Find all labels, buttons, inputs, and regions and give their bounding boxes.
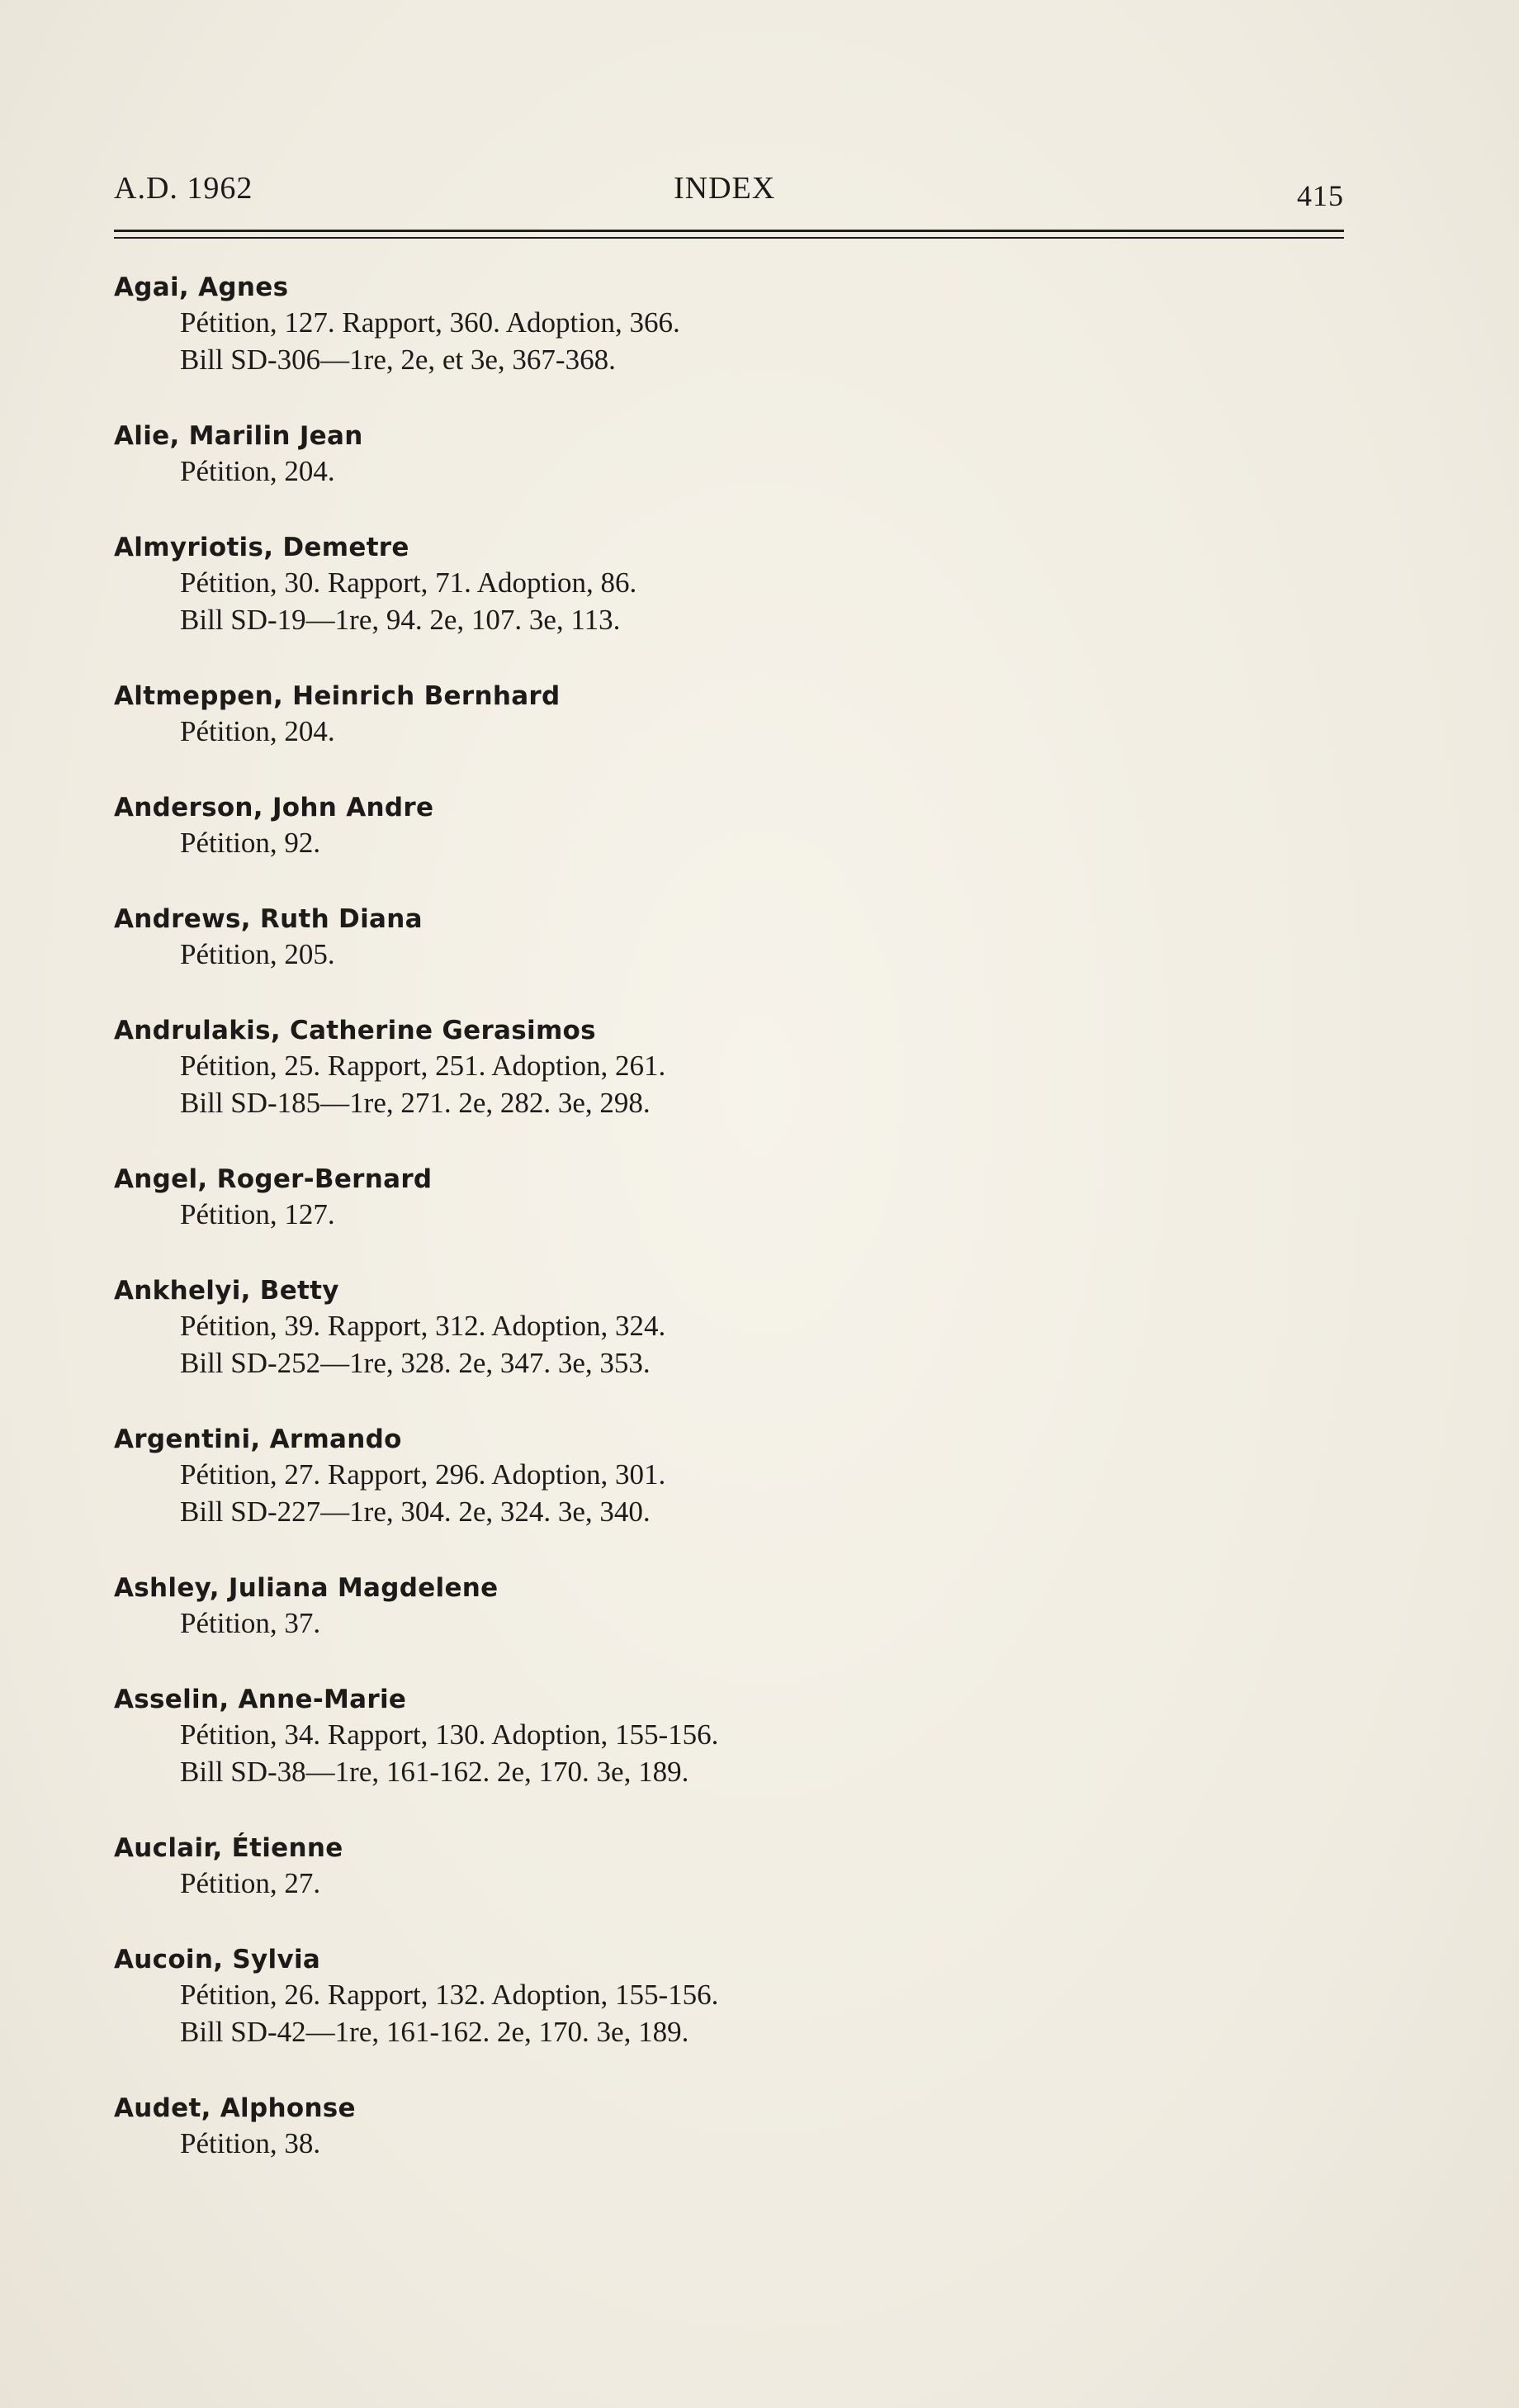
entry-line: Bill SD-306—1re, 2e, et 3e, 367-368. <box>180 344 616 376</box>
entry-name: Altmeppen, Heinrich Bernhard <box>114 681 561 711</box>
page-header <box>114 165 1344 215</box>
entry-line: Pétition, 37. <box>180 1607 321 1639</box>
index-entry <box>114 1014 1105 1163</box>
entry-name: Asselin, Anne-Marie <box>114 1685 407 1714</box>
index-entries <box>114 271 1105 2203</box>
entry-name: Ankhelyi, Betty <box>114 1276 339 1306</box>
entry-line: Bill SD-38—1re, 161-162. 2e, 170. 3e, 189. <box>180 1756 689 1788</box>
entry-name: Ashley, Juliana Magdelene <box>114 1573 499 1603</box>
entry-name: Andrulakis, Catherine Gerasimos <box>114 1016 596 1045</box>
entry-line: Bill SD-185—1re, 271. 2e, 282. 3e, 298. <box>180 1087 651 1119</box>
entry-line: Pétition, 92. <box>180 827 321 859</box>
entry-line: Pétition, 127. Rapport, 360. Adoption, 366. <box>180 306 680 339</box>
entry-name: Andrews, Ruth Diana <box>114 904 423 934</box>
entry-line: Pétition, 34. Rapport, 130. Adoption, 155-156. <box>180 1718 719 1751</box>
page-number: 415 <box>1297 179 1344 212</box>
entry-line: Pétition, 39. Rapport, 312. Adoption, 324. <box>180 1310 666 1342</box>
entry-line: Pétition, 30. Rapport, 71. Adoption, 86. <box>180 566 637 599</box>
index-entry <box>114 791 1105 903</box>
entry-line: Pétition, 204. <box>180 715 335 747</box>
index-entry <box>114 2092 1105 2203</box>
header-rule-top <box>114 230 1344 232</box>
entry-name: Audet, Alphonse <box>114 2093 356 2123</box>
index-entry <box>114 1423 1105 1571</box>
entry-name: Agai, Agnes <box>114 273 289 302</box>
entry-line: Bill SD-19—1re, 94. 2e, 107. 3e, 113. <box>180 604 621 636</box>
entry-name: Angel, Roger-Bernard <box>114 1164 433 1194</box>
index-entry <box>114 680 1105 791</box>
entry-line: Pétition, 38. <box>180 2127 321 2159</box>
entry-line: Pétition, 127. <box>180 1198 335 1230</box>
index-entry <box>114 1163 1105 1274</box>
entry-line: Bill SD-252—1re, 328. 2e, 347. 3e, 353. <box>180 1347 651 1379</box>
entry-line: Pétition, 27. <box>180 1867 321 1899</box>
entry-line: Pétition, 205. <box>180 938 335 970</box>
entry-line: Bill SD-42—1re, 161-162. 2e, 170. 3e, 189. <box>180 2016 689 2048</box>
header-rule-bottom <box>114 237 1344 239</box>
index-entry <box>114 531 1105 680</box>
entry-line: Pétition, 27. Rapport, 296. Adoption, 301. <box>180 1458 666 1491</box>
entry-line: Bill SD-227—1re, 304. 2e, 324. 3e, 340. <box>180 1496 651 1528</box>
index-entry <box>114 903 1105 1014</box>
entry-name: Anderson, John Andre <box>114 793 434 822</box>
entry-name: Aucoin, Sylvia <box>114 1945 321 1974</box>
entry-line: Pétition, 204. <box>180 455 335 487</box>
index-entry <box>114 271 1105 420</box>
index-entry <box>114 1943 1105 2092</box>
index-entry <box>114 1571 1105 1683</box>
entry-name: Argentini, Armando <box>114 1424 402 1454</box>
index-entry <box>114 1683 1105 1832</box>
index-entry <box>114 1274 1105 1423</box>
index-entry <box>114 1832 1105 1943</box>
entry-line: Pétition, 26. Rapport, 132. Adoption, 155-156. <box>180 1979 719 2011</box>
entry-name: Alie, Marilin Jean <box>114 421 363 451</box>
header-title: INDEX <box>674 171 776 206</box>
header-date: A.D. 1962 <box>114 171 253 206</box>
entry-name: Auclair, Étienne <box>114 1833 343 1863</box>
entry-name: Almyriotis, Demetre <box>114 533 409 562</box>
entry-line: Pétition, 25. Rapport, 251. Adoption, 261. <box>180 1050 666 1082</box>
index-entry <box>114 420 1105 531</box>
